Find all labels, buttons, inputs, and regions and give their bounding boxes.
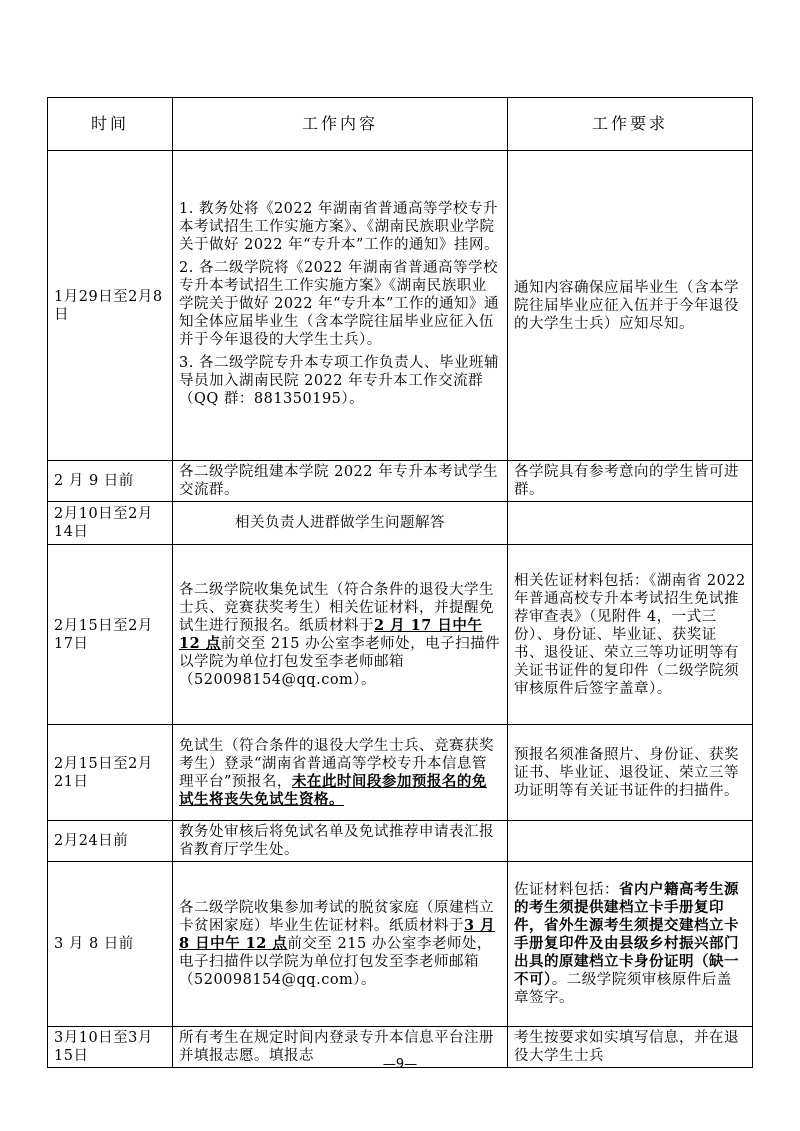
table-row <box>48 725 753 821</box>
row-time: 2月10日至2月14日 <box>48 502 173 545</box>
row-work <box>173 545 508 725</box>
warning-highlight: 未在此时间段参加预报名的免试生将丧失免试生资格。 <box>179 772 487 808</box>
header-requirement: 工作要求 <box>508 98 753 151</box>
row-requirement <box>508 502 753 545</box>
row-work <box>173 862 508 1027</box>
work-text: 前交至 215 办公室李老师处，电子扫描件以学院为单位打包发至李老师邮箱（520098154@qq.com）。 <box>179 936 492 988</box>
work-text: 免试生（符合条件的退役大学生士兵、竞赛获奖考生）登录“湖南省普通高等学校专升本信息管理平台”预报名， <box>179 737 494 790</box>
row-time: 2月24日前 <box>48 821 173 862</box>
table-row <box>48 502 753 545</box>
work-item: 2. 各二级学院将《2022 年湖南省普通高等学校专升本考试招生工作实施方案》《湖南民族职业学院关于做好 2022 年“专升本”工作的通知》通知全体应届毕业生（含本学院往届毕业应征入伍并于今年退役的大学生士兵）。 <box>179 260 499 348</box>
work-item: 1. 教务处将《2022 年湖南省普通高等学校专升本考试招生工作实施方案》、《湖南民族职业学院关于做好 2022 年“专升本”工作的通知》挂网。 <box>179 201 499 253</box>
table-header-row <box>48 98 753 151</box>
req-text: 。二级学院须审核原件后盖章签字。 <box>514 972 732 1006</box>
row-time: 2 月 9 日前 <box>48 461 173 502</box>
row-requirement: 相关佐证材料包括：《湖南省 2022 年普通高校专升本考试招生免试推荐审查表》（见附件 4，一式三份）、身份证、毕业证、获奖证书、退役证、荣立三等功证明等有关证书证件的复印件（二级学院须审核原件后签字盖章）。 <box>508 545 753 725</box>
row-requirement <box>508 862 753 1027</box>
page-number: —9— <box>382 1057 418 1072</box>
row-time: 3月10日至3月15日 <box>48 1027 173 1068</box>
work-text: 各二级学院收集参加考试的脱贫家庭（原建档立卡贫困家庭）毕业生佐证材料。纸质材料于 <box>179 900 494 934</box>
row-requirement: 预报名须准备照片、身份证、获奖证书、毕业证、退役证、荣立三等功证明等有关证书证件的扫描件。 <box>508 725 753 821</box>
row-time: 2月15日至2月21日 <box>48 725 173 821</box>
row-time: 1月29日至2月8日 <box>48 151 173 461</box>
table-row <box>48 821 753 862</box>
row-work: 各二级学院组建本学院 2022 年专升本考试学生交流群。 <box>173 461 508 502</box>
req-bold: 省内户籍高考生源的考生须提供建档立卡手册复印件，省外生源考生须提交建档立卡手册复印件及由县级乡村振兴部门出具的原建档立卡身份证明（缺一不可） <box>514 881 739 988</box>
work-text: 前交至 215 办公室李老师处，电子扫描件以学院为单位打包发至李老师邮箱（520098154@qq.com）。 <box>179 635 501 688</box>
table-row <box>48 545 753 725</box>
row-work: 教务处审核后将免试名单及免试推荐申请表汇报省教育厅学生处。 <box>173 821 508 862</box>
table-row <box>48 461 753 502</box>
row-requirement: 考生按要求如实填写信息，并在退役大学生士兵 <box>508 1027 753 1068</box>
work-text: 各二级学院收集免试生（符合条件的退役大学生士兵、竞赛获奖考生）相关佐证材料，并提醒免试生进行预报名。纸质材料于 <box>179 581 494 634</box>
schedule-table <box>47 97 753 1068</box>
row-work: 所有考生在规定时间内登录专升本信息平台注册并填报志愿。填报志 <box>173 1027 508 1068</box>
row-work <box>173 151 508 461</box>
row-requirement: 通知内容确保应届毕业生（含本学院往届毕业应征入伍并于今年退役的大学生士兵）应知尽知。 <box>508 151 753 461</box>
row-time: 3 月 8 日前 <box>48 862 173 1027</box>
table-row <box>48 862 753 1027</box>
table-row <box>48 151 753 461</box>
row-time: 2月15日至2月17日 <box>48 545 173 725</box>
row-requirement <box>508 821 753 862</box>
req-text: 佐证材料包括： <box>514 882 619 898</box>
row-requirement: 各学院具有参考意向的学生皆可进群。 <box>508 461 753 502</box>
row-work: 相关负责人进群做学生问题解答 <box>173 502 508 545</box>
header-work: 工作内容 <box>173 98 508 151</box>
header-time: 时间 <box>48 98 173 151</box>
work-item: 3. 各二级学院专升本专项工作负责人、毕业班辅导员加入湖南民院 2022 年专升本工作交流群（QQ 群：881350195）。 <box>179 355 499 407</box>
row-work <box>173 725 508 821</box>
deadline-highlight: 2 月 17 日中午 12 点 <box>179 616 483 652</box>
deadline-highlight: 3 月 8 日中午 12 点 <box>179 917 496 952</box>
